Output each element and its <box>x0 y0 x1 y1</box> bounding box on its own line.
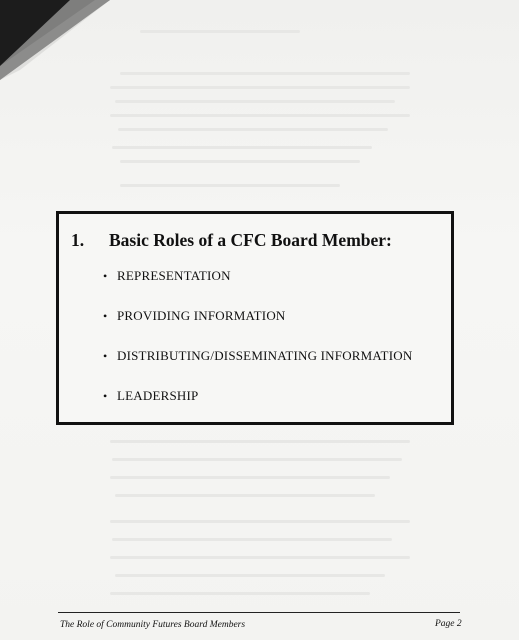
section-number: 1. <box>71 230 85 250</box>
bullet-icon: • <box>103 389 108 403</box>
list-item <box>103 268 412 308</box>
section-title: Basic Roles of a CFC Board Member: <box>109 230 392 250</box>
footer-divider <box>58 612 460 613</box>
bullet-icon: • <box>103 349 108 363</box>
list-item <box>103 308 412 348</box>
footer-document-title: The Role of Community Futures Board Members <box>60 620 246 630</box>
roles-box <box>56 211 454 425</box>
role-label: PROVIDING INFORMATION <box>117 308 286 323</box>
role-label: LEADERSHIP <box>117 388 199 403</box>
page-number: Page 2 <box>435 619 462 629</box>
section-heading <box>71 230 392 251</box>
bullet-icon: • <box>103 269 108 283</box>
role-label: DISTRIBUTING/DISSEMINATING INFORMATION <box>117 348 413 363</box>
role-label: REPRESENTATION <box>117 268 231 283</box>
folded-corner-shadow <box>0 0 110 80</box>
list-item <box>103 348 412 388</box>
list-item <box>103 388 412 428</box>
roles-list <box>103 268 412 428</box>
bullet-icon: • <box>103 309 108 323</box>
